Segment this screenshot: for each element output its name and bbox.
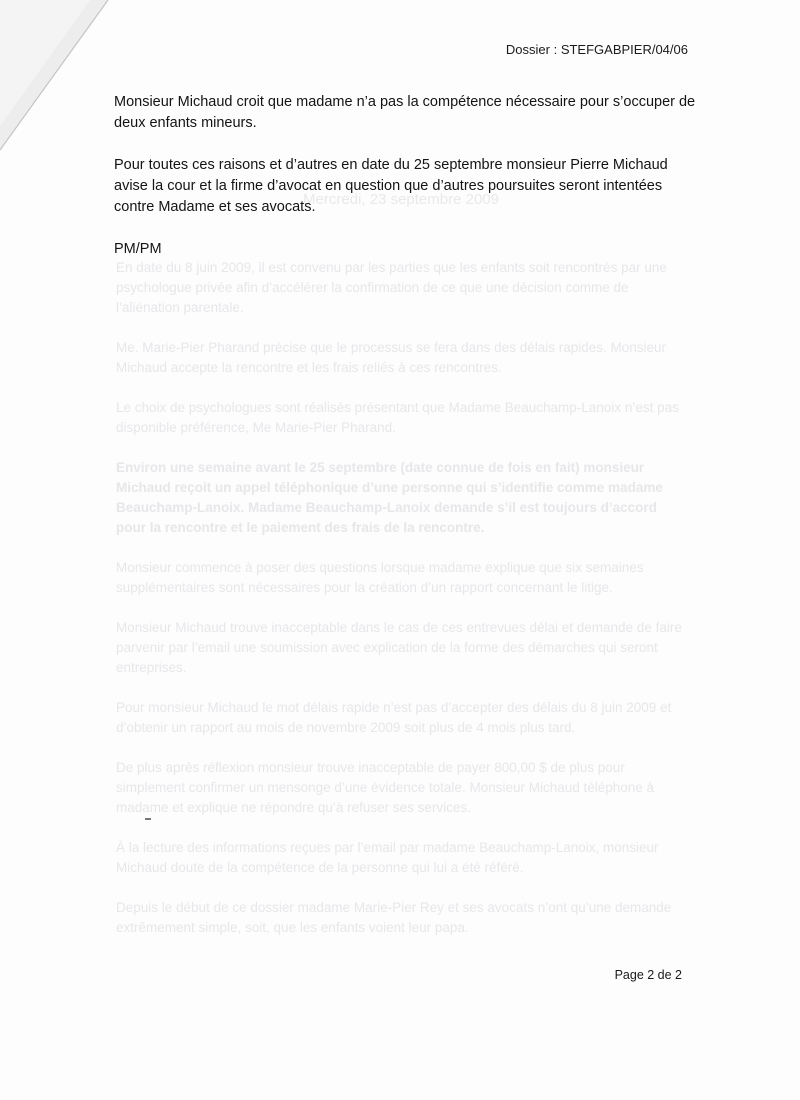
bleed-through-paragraph: En date du 8 juin 2009, il est convenu par les parties que les enfants soit rencontrés par une psychologue privée afin d’accélérer la confirmation de ce que une décision comme de l’aliénation parentale. [116, 260, 667, 315]
bleed-through-paragraph: Depuis le début de ce dossier madame Marie-Pier Rey et ses avocats n’ont qu’une demande extrêmement simple, soit, que les enfants voient leur papa. [116, 900, 672, 935]
bleed-through-paragraph: De plus après réflexion monsieur trouve inacceptable de payer 800,00 $ de plus pour simplement confirmer un mensonge d’une évidence totale. Monsieur Michaud téléphone à madame et explique ne répondre qu’à refuser ses services. [116, 760, 655, 815]
page-number: Page 2 de 2 [614, 968, 682, 982]
stray-ink-mark [145, 818, 151, 820]
bleed-through-text [116, 190, 686, 958]
dossier-reference: Dossier : STEFGABPIER/04/06 [505, 42, 688, 57]
bleed-through-paragraph: Me. Marie-Pier Pharand précise que le processus se fera dans des délais rapides. Monsieur Michaud accepte la rencontre et les frais reliés à ces rencontres. [116, 340, 667, 375]
bleed-through-paragraph: À la lecture des informations reçues par l’email par madame Beauchamp-Lanoix, monsieur Michaud doute de la compétence de la personne qui lui a été référé. [116, 840, 659, 875]
paragraph-poursuites: Pour toutes ces raisons et d’autres en date du 25 septembre monsieur Pierre Michaud avise la cour et la firme d’avocat en question que d’autres poursuites seront intentées contre Madame et ses avocats. [114, 157, 668, 215]
bleed-through-paragraph: Monsieur commence à poser des questions lorsque madame explique que six semaines supplémentaires sont nécessaires pour la création d’un rapport concernant le litige. [116, 560, 644, 595]
signature-initials: PM/PM [114, 241, 162, 257]
bleed-through-paragraph: Pour monsieur Michaud le mot délais rapide n’est pas d’accepter des délais du 8 juin 2009 et d’obtenir un rapport au mois de novembre 2009 soit plus de 4 mois plus tard. [116, 700, 672, 735]
paragraph-competence: Monsieur Michaud croit que madame n’a pas la compétence nécessaire pour s’occuper de deux enfants mineurs. [114, 94, 696, 131]
bleed-through-paragraph: Le choix de psychologues sont réalisés présentant que Madame Beauchamp-Lanoix n’est pas disponible préférence, Me Marie-Pier Pharand. [116, 400, 679, 435]
bleed-through-date: Mercredi, 23 septembre 2009 [303, 191, 499, 208]
letter-body [114, 92, 704, 281]
bleed-through-paragraph: Monsieur Michaud trouve inacceptable dans le cas de ces entrevues délai et demande de faire parvenir par l’email une soumission avec explication de la forme des démarches qui seront entreprises. [116, 620, 682, 675]
bleed-through-paragraph: Environ une semaine avant le 25 septembre (date connue de fois en fait) monsieur Michaud reçoit un appel téléphonique d’une personne qui s’identifie comme madame Beauchamp-Lanoix. Madame Beauchamp-Lanoix demande s’il est toujours d’accord pour la rencontre et le paiement des frais de la rencontre. [116, 460, 663, 535]
